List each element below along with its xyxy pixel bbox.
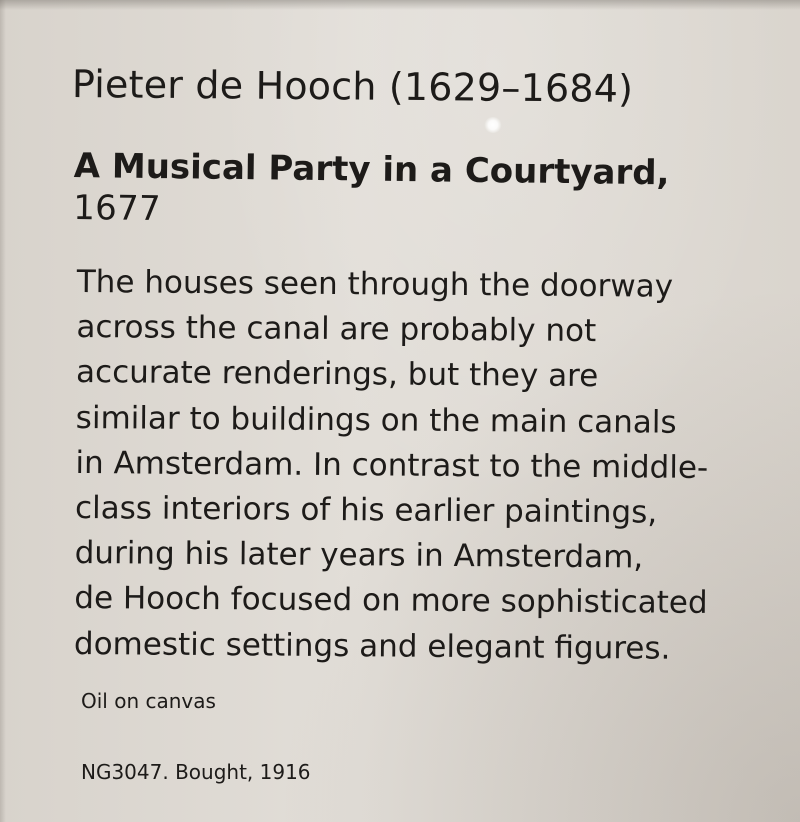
light-glare	[484, 117, 502, 133]
artwork-title-block	[73, 145, 774, 238]
description-line-7: during his later years in Amsterdam,	[74, 535, 644, 576]
description-line-2: across the canal are probably not	[76, 309, 597, 350]
description-line-3: accurate renderings, but they are	[75, 354, 599, 395]
left-edge-shadow	[0, 0, 6, 822]
artwork-description	[74, 260, 777, 672]
description-line-8: de Hooch focused on more sophisticated	[74, 580, 708, 622]
description-line-6: class interiors of his earlier paintings,	[74, 490, 658, 531]
description-line-1: The houses seen through the doorway	[76, 263, 674, 305]
artist-name: Pieter de Hooch (1629–1684)	[71, 62, 634, 111]
top-edge-shadow	[0, 0, 800, 10]
description-line-5: in Amsterdam. In contrast to the middle-	[75, 444, 709, 486]
accession-info: NG3047. Bought, 1916	[81, 760, 311, 784]
description-line-4: similar to buildings on the main canals	[75, 399, 677, 441]
artwork-title: A Musical Party in a Courtyard,	[73, 145, 670, 194]
artwork-year: 1677	[72, 187, 162, 230]
artwork-medium: Oil on canvas	[81, 689, 216, 713]
description-line-9: domestic settings and elegant figures.	[73, 625, 671, 667]
